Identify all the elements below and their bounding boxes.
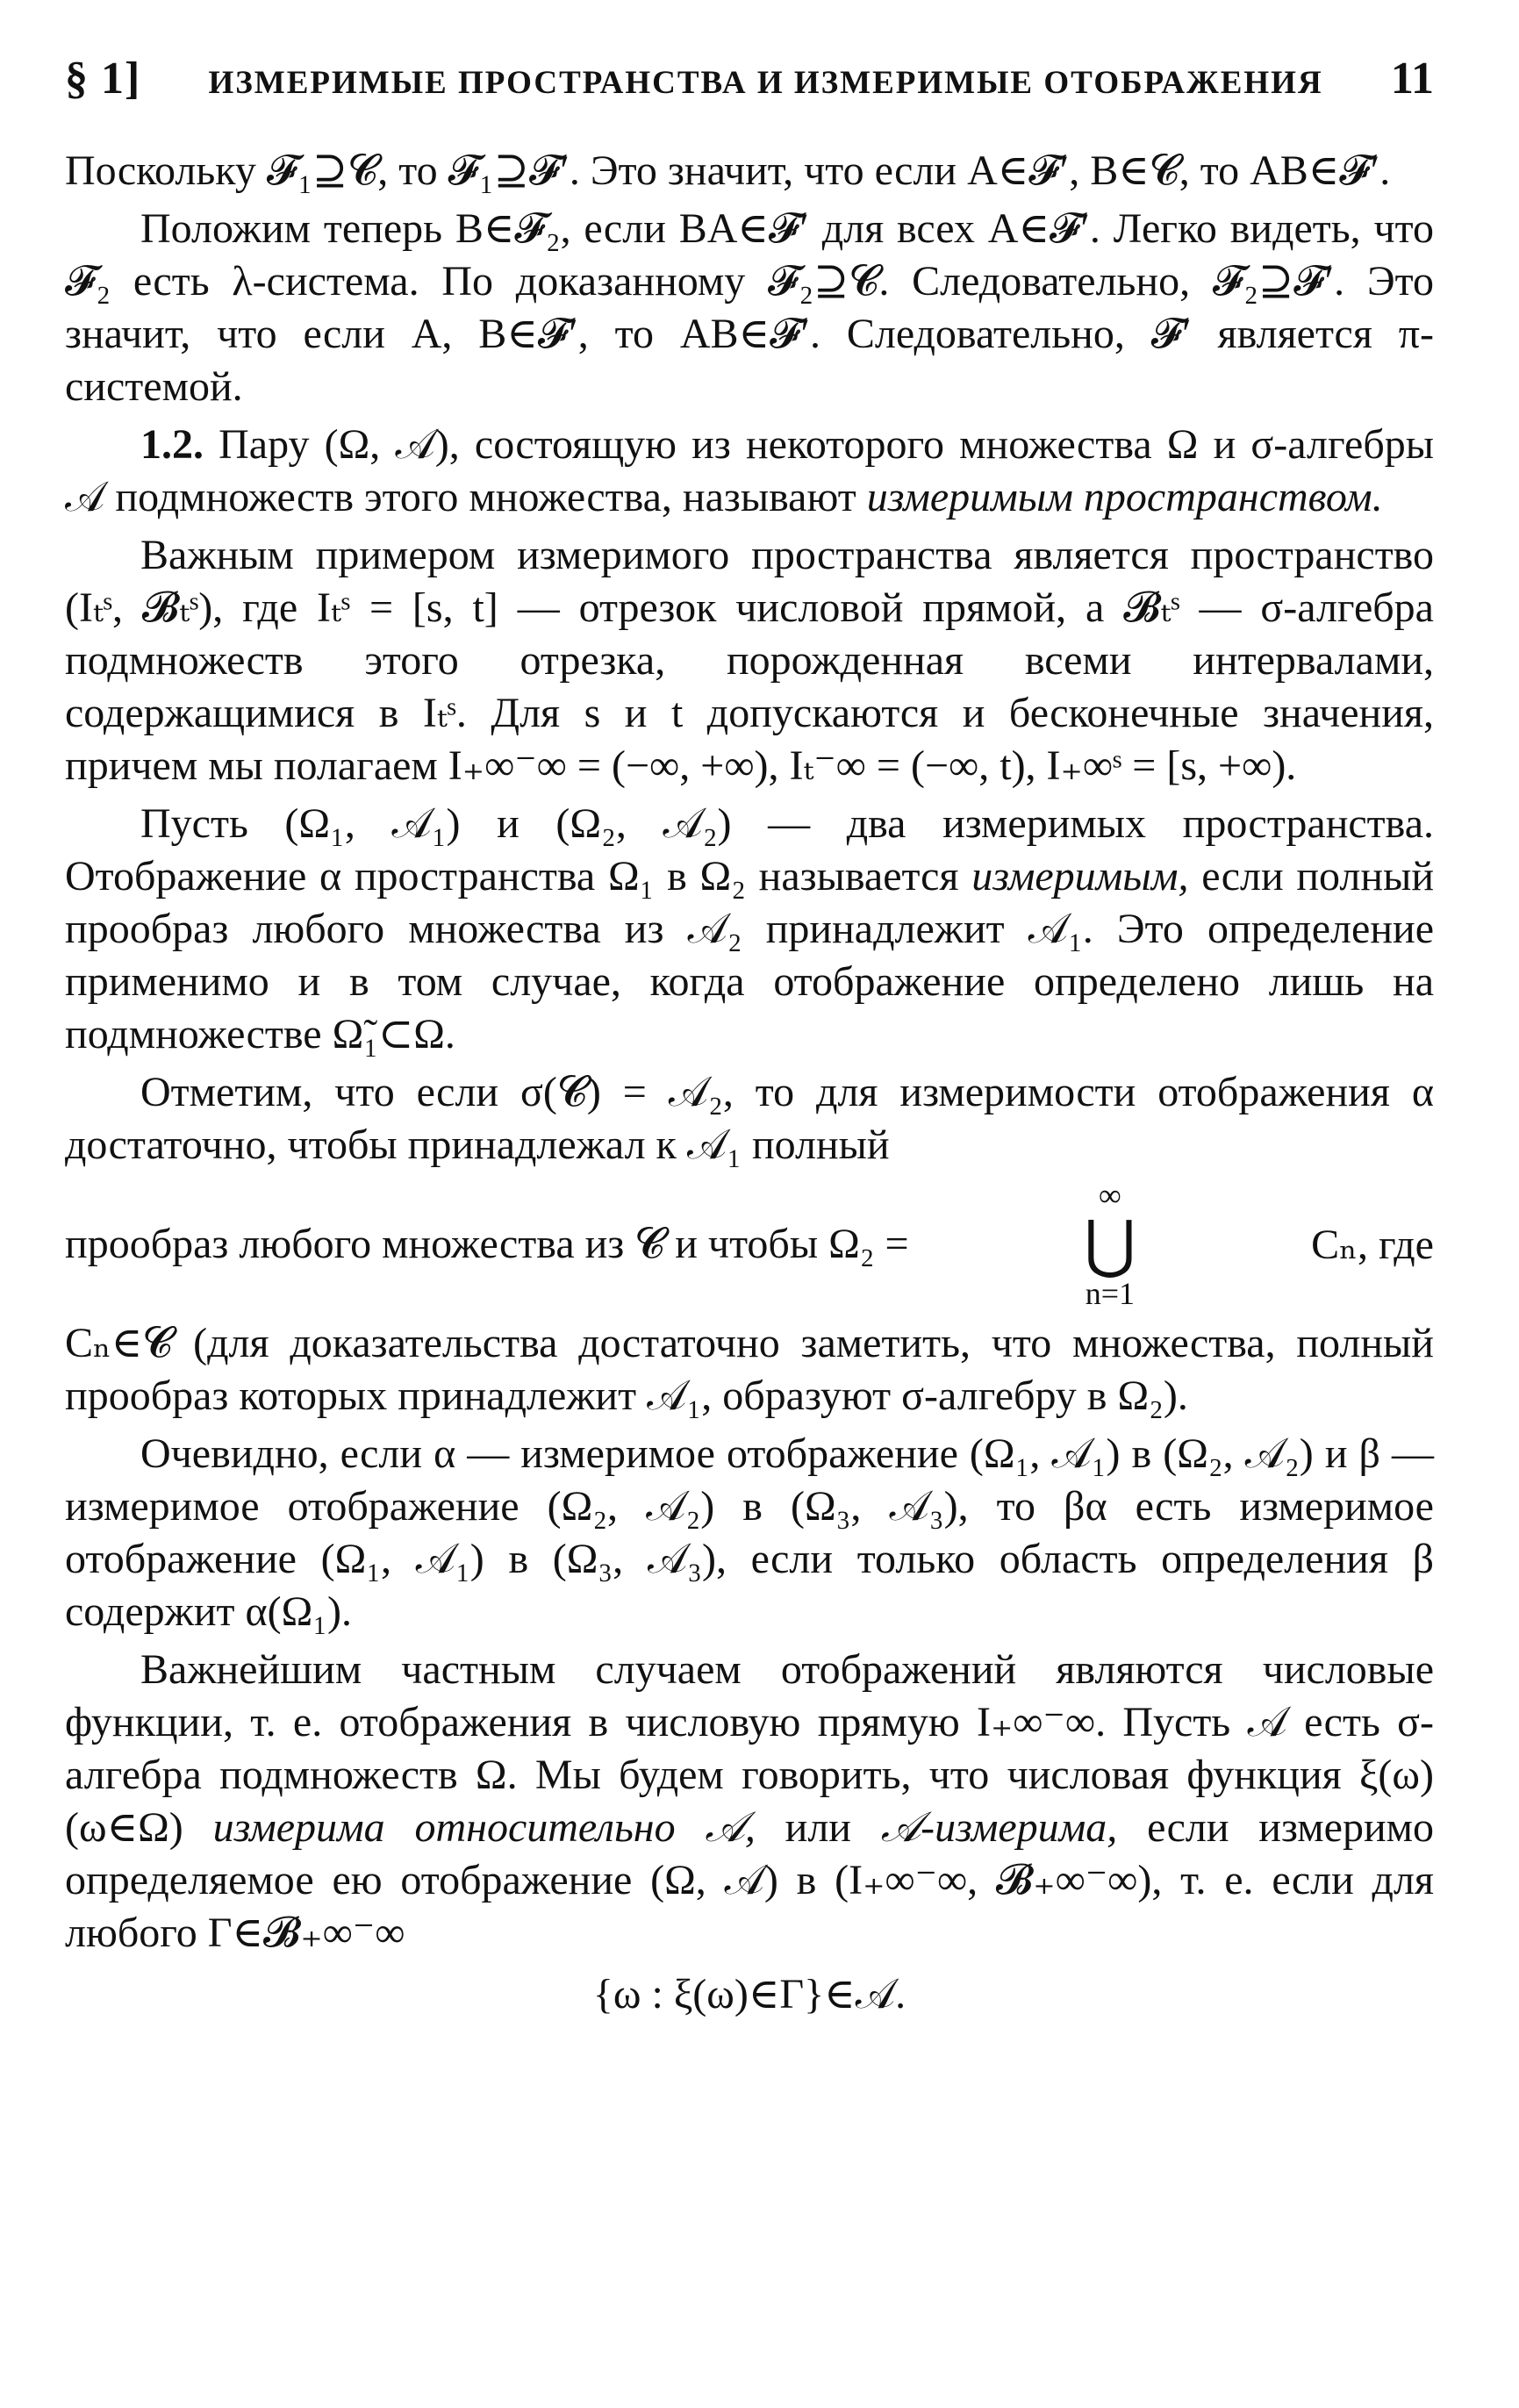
union-formula-line bbox=[65, 1179, 1434, 1310]
paragraph-6-continued: Cₙ∈𝓒 (для доказательства достаточно заметить, что множества, полный прообраз которых принадлежит 𝒜₁, образуют σ-алгебру в Ω₂). bbox=[65, 1320, 1434, 1419]
term-measurable-space: измеримым пространством. bbox=[866, 474, 1383, 520]
paragraph-2: Положим теперь B∈𝓕₂, если BA∈𝓕′ для всех A∈𝓕′. Легко видеть, что 𝓕₂ есть λ-система. По доказанному 𝓕₂⊇𝓒. Следовательно, 𝓕₂⊇𝓕′. Это значит, что если A, B∈𝓕′, то AB∈𝓕′. Следовательно, 𝓕′ является π-системой. bbox=[65, 205, 1434, 410]
display-formula: {ω : ξ(ω)∈Γ}∈𝒜. bbox=[592, 1971, 906, 2017]
running-header bbox=[65, 53, 1434, 104]
union-operator bbox=[1084, 1179, 1136, 1310]
paragraph-8-text-a: Важнейшим частным случаем отображений являются числовые функции, т. е. отображения в числовую прямую I₊∞⁻∞. Пусть 𝒜 есть σ-алгебра подмножеств Ω. Мы будем говорить, что числовая функция ξ(ω) (ω∈Ω) bbox=[65, 1646, 1434, 1851]
paragraph-3 bbox=[65, 419, 1434, 524]
paragraph-8-mid: или bbox=[755, 1804, 881, 1851]
running-title: ИЗМЕРИМЫЕ ПРОСТРАНСТВА И ИЗМЕРИМЫЕ ОТОБРАЖЕНИЯ bbox=[208, 65, 1323, 101]
union-symbol: ⋃ bbox=[1084, 1209, 1136, 1279]
section-mark: § 1] bbox=[65, 54, 141, 104]
paragraph-3-text: Пару (Ω, 𝒜), состоящую из некоторого множества Ω и σ-алгебры 𝒜 подмножеств этого множества, называют bbox=[65, 421, 1434, 520]
paragraph-5-text-a: Пусть (Ω₁, 𝒜₁) и (Ω₂, 𝒜₂) — два измеримых пространства. Отображение α пространства Ω₁ в Ω₂ называется bbox=[65, 800, 1434, 899]
paragraph-5 bbox=[65, 798, 1434, 1061]
union-line-right: Cₙ, где bbox=[1311, 1222, 1434, 1268]
paragraph-4: Важным примером измеримого пространства является пространство (Iₜˢ, 𝓑ₜˢ), где Iₜˢ = [s, t] — отрезок числовой прямой, а 𝓑ₜˢ — σ-алгебра подмножеств этого отрезка, порожденная всеми интервалами, содержащимися в Iₜˢ. Для s и t допускаются и бесконечные значения, причем мы полагаем I₊∞⁻∞ = (−∞, +∞), Iₜ⁻∞ = (−∞, t), I₊∞ˢ = [s, +∞). bbox=[65, 532, 1434, 789]
union-upper-limit: ∞ bbox=[1099, 1178, 1121, 1213]
paragraph-7: Очевидно, если α — измеримое отображение (Ω₁, 𝒜₁) в (Ω₂, 𝒜₂) и β — измеримое отображение (Ω₂, 𝒜₂) в (Ω₃, 𝒜₃), то βα есть измеримое отображение (Ω₁, 𝒜₁) в (Ω₃, 𝒜₃), если только область определения β содержит α(Ω₁). bbox=[65, 1430, 1434, 1635]
union-line-left: прообраз любого множества из 𝓒 и чтобы Ω₂ = bbox=[65, 1221, 909, 1267]
item-number: 1.2. bbox=[140, 421, 204, 468]
page-number: 11 bbox=[1390, 54, 1434, 104]
book-page bbox=[65, 53, 1434, 2026]
paragraph-1: Поскольку 𝓕₁⊇𝓒, то 𝓕₁⊇𝓕′. Это значит, что если A∈𝓕′, B∈𝓒, то AB∈𝓕′. bbox=[65, 147, 1391, 194]
term-measurable: измеримым, bbox=[971, 853, 1189, 899]
term-measurable-wrt: измерима относительно 𝒜, bbox=[212, 1804, 756, 1851]
union-lower-limit: n=1 bbox=[1085, 1276, 1136, 1311]
term-a-measurable: 𝒜-измерима, bbox=[880, 1804, 1118, 1851]
paragraph-8-text-b: если измеримо определяемое ею отображение (Ω, 𝒜) в (I₊∞⁻∞, 𝓑₊∞⁻∞), т. е. если для любого Γ∈𝓑₊∞⁻∞ bbox=[65, 1804, 1435, 1956]
paragraph-5-text-b: если полный прообраз любого множества из 𝒜₂ принадлежит 𝒜₁. Это определение применимо и в том случае, когда отображение определено лишь на подмножестве Ω̃₁⊂Ω. bbox=[65, 853, 1435, 1057]
paragraph-6: Отметим, что если σ(𝓒) = 𝒜₂, то для измеримости отображения α достаточно, чтобы принадлежал к 𝒜₁ полный bbox=[65, 1069, 1434, 1168]
paragraph-8 bbox=[65, 1644, 1434, 1960]
